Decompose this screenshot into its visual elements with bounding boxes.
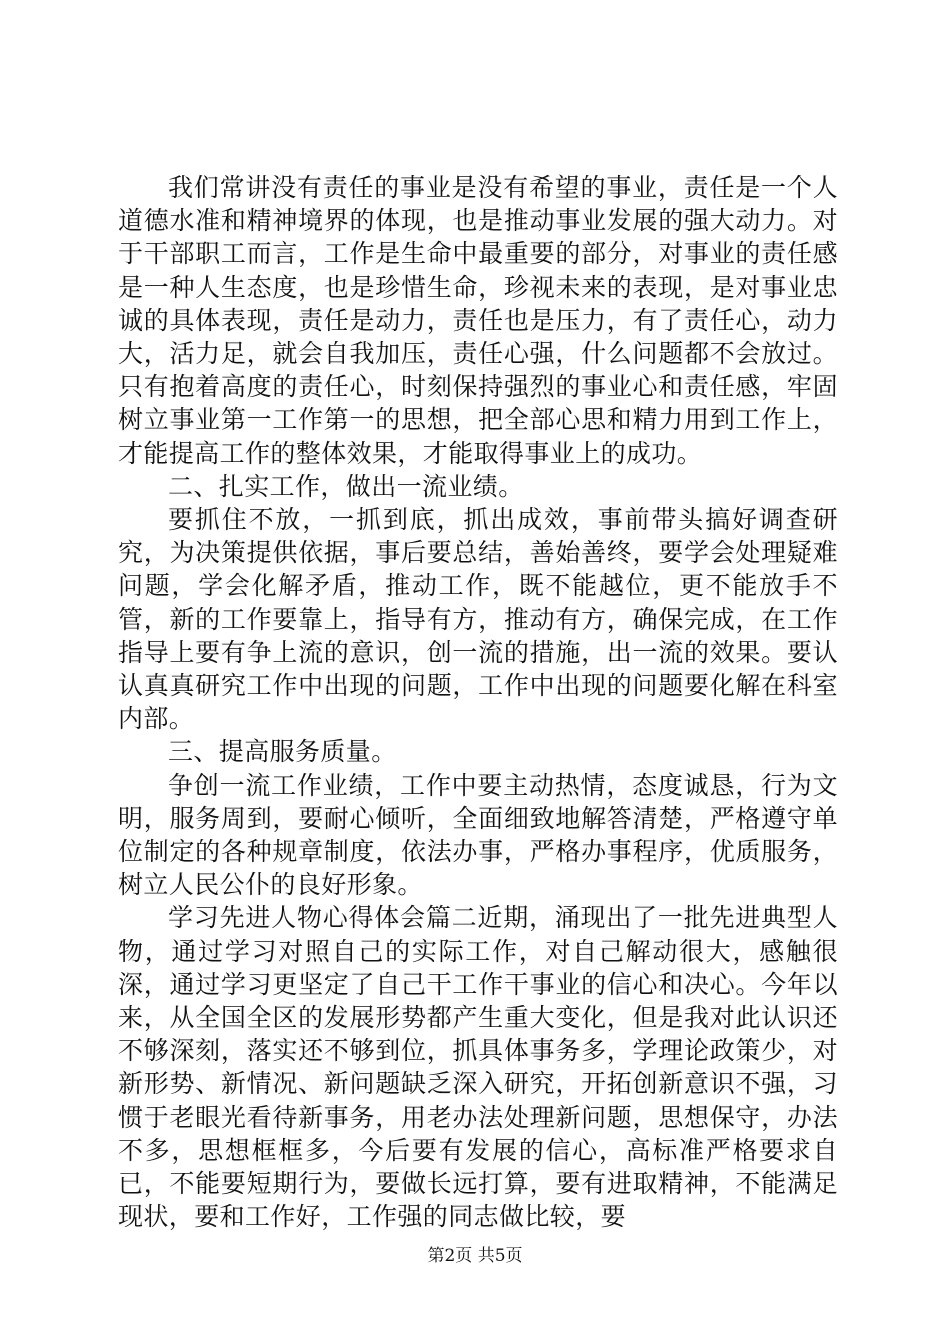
paragraph-responsibility: 我们常讲没有责任的事业是没有希望的事业，责任是一个人道德水准和精神境界的体现，也是推动事业发展的强大动力。对于干部职工而言，工作是生命中最重要的部分，对事业的责任感是一种人生态度，也是珍惜生命，珍视未来的表现，是对事业忠诚的具体表现，责任是动力，责任也是压力，有了责任心，动力大，活力足，就会自我加压，责任心强，什么问题都不会放过。只有抱着高度的责任心，时刻保持强烈的事业心和责任感，牢固树立事业第一工作第一的思想，把全部心思和精力用到工作上，才能提高工作的整体效果，才能取得事业上的成功。 — [118, 173, 838, 468]
section-heading-3: 三、提高服务质量。 — [168, 737, 397, 767]
page-number-footer: 第2页 共5页 — [427, 1246, 523, 1266]
document-body — [118, 171, 838, 1234]
section-heading-2: 二、扎实工作，做出一流业绩。 — [168, 471, 524, 501]
paragraph-service-quality: 争创一流工作业绩，工作中要主动热情，态度诚恳，行为文明，服务周到，要耐心倾听，全面细致地解答清楚，严格遵守单位制定的各种规章制度，依法办事，严格办事程序，优质服务，树立人民公仆的良好形象。 — [118, 770, 838, 900]
paragraph-learning-part-two: 学习先进人物心得体会篇二近期，涌现出了一批先进典型人物，通过学习对照自己的实际工作，对自己解动很大，感触很深，通过学习更坚定了自己干工作干事业的信心和决心。今年以来，从全国全区的发展形势都产生重大变化，但是我对此认识还不够深刻，落实还不够到位，抓具体事务多，学理论政策少，对新形势、新情况、新问题缺乏深入研究，开拓创新意识不强，习惯于老眼光看待新事务，用老办法处理新问题，思想保守，办法不多，思想框框多，今后要有发展的信心，高标准严格要求自已，不能要短期行为，要做长远打算，要有进取精神，不能满足现状，要和工作好，工作强的同志做比较，要 — [118, 903, 838, 1232]
paragraph-solid-work: 要抓住不放，一抓到底，抓出成效，事前带头搞好调查研究，为决策提供依据，事后要总结，善始善终，要学会处理疑难问题，学会化解矛盾，推动工作，既不能越位，更不能放手不管，新的工作要靠上，指导有方，推动有方，确保完成，在工作指导上要有争上流的意识，创一流的措施，出一流的效果。要认认真真研究工作中出现的问题，工作中出现的问题要化解在科室内部。 — [118, 505, 838, 734]
